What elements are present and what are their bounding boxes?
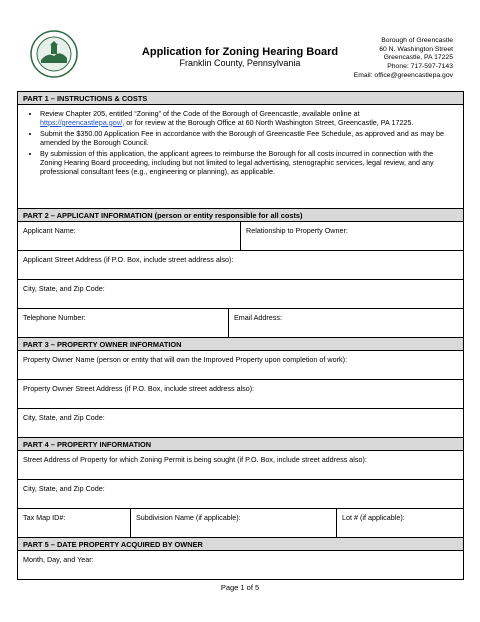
telephone-field[interactable]: Telephone Number: bbox=[23, 313, 86, 322]
relationship-field[interactable]: Relationship to Property Owner: bbox=[240, 222, 463, 250]
document-subtitle: Franklin County, Pennsylvania bbox=[179, 58, 301, 68]
page-number: Page 1 of 5 bbox=[220, 583, 260, 592]
lot-number-field[interactable]: Lot # (if applicable): bbox=[336, 509, 463, 537]
property-street-field[interactable]: Street Address of Property for which Zoning Permit is being sought (if P.O. Box, include street address also): bbox=[23, 455, 367, 464]
part3-heading: PART 3 – PROPERTY OWNER INFORMATION bbox=[18, 338, 463, 351]
borough-website-link[interactable]: https://greencastlepa.gov/ bbox=[40, 117, 123, 127]
instructions-section bbox=[18, 105, 463, 209]
applicant-name-field[interactable]: Applicant Name: bbox=[23, 226, 76, 235]
address-line: 60 N. Washington Street bbox=[379, 45, 453, 53]
applicant-street-field[interactable]: Applicant Street Address (if P.O. Box, include street address also): bbox=[23, 255, 234, 264]
tax-map-field[interactable]: Tax Map ID#: bbox=[23, 513, 66, 522]
owner-name-field[interactable]: Property Owner Name (person or entity that will own the Improved Property upon completion of work): bbox=[23, 355, 347, 364]
part2-heading: PART 2 – APPLICANT INFORMATION (person or entity responsible for all costs) bbox=[18, 209, 463, 222]
instruction-item: • By submission of this application, the applicant agrees to reimburse the Borough for all costs incurred in connection with the Zoning Hearing Board proceeding, including but not limited to legal advertising, stenographic services, legal review, and any professional consultant fees (e.g., engineering or planning), as applicable. bbox=[40, 150, 455, 176]
instruction-item: • Submit the $350.00 Application Fee in accordance with the Borough of Greencastle Fee Schedule, as approved and as may be amended by the Borough Council. bbox=[40, 130, 455, 147]
applicant-city-field[interactable]: City, State, and Zip Code: bbox=[23, 284, 105, 293]
borough-address bbox=[354, 37, 453, 81]
address-line: Phone: 717-597-7143 bbox=[387, 63, 453, 71]
address-line: Borough of Greencastle bbox=[381, 37, 453, 44]
part4-heading: PART 4 – PROPERTY INFORMATION bbox=[18, 438, 463, 451]
document-title: Application for Zoning Hearing Board bbox=[141, 46, 339, 58]
property-city-field[interactable]: City, State, and Zip Code: bbox=[23, 484, 105, 493]
borough-seal-logo bbox=[30, 30, 78, 78]
address-line: Email: office@greencastlepa.gov bbox=[353, 71, 453, 79]
subdivision-field[interactable]: Subdivision Name (if applicable): bbox=[130, 509, 336, 537]
owner-street-field[interactable]: Property Owner Street Address (if P.O. Box, include street address also): bbox=[23, 384, 255, 393]
application-form bbox=[17, 91, 464, 580]
address-line: Greencastle, PA 17225 bbox=[383, 54, 453, 62]
email-field[interactable]: Email Address: bbox=[228, 309, 463, 337]
instruction-item: • Review Chapter 205, entitled “Zoning” of the Code of the Borough of Greencastle, available online at https://greencastlepa.gov/, or for review at the Borough Office at 60 North Washington Street, Greencastle, PA 17225. bbox=[40, 110, 455, 127]
part5-heading: PART 5 – DATE PROPERTY ACQUIRED BY OWNER bbox=[18, 538, 463, 551]
owner-city-field[interactable]: City, State, and Zip Code: bbox=[23, 413, 105, 422]
part1-heading: PART 1 – INSTRUCTIONS & COSTS bbox=[18, 92, 463, 105]
acquired-date-field[interactable]: Month, Day, and Year: bbox=[23, 555, 94, 564]
